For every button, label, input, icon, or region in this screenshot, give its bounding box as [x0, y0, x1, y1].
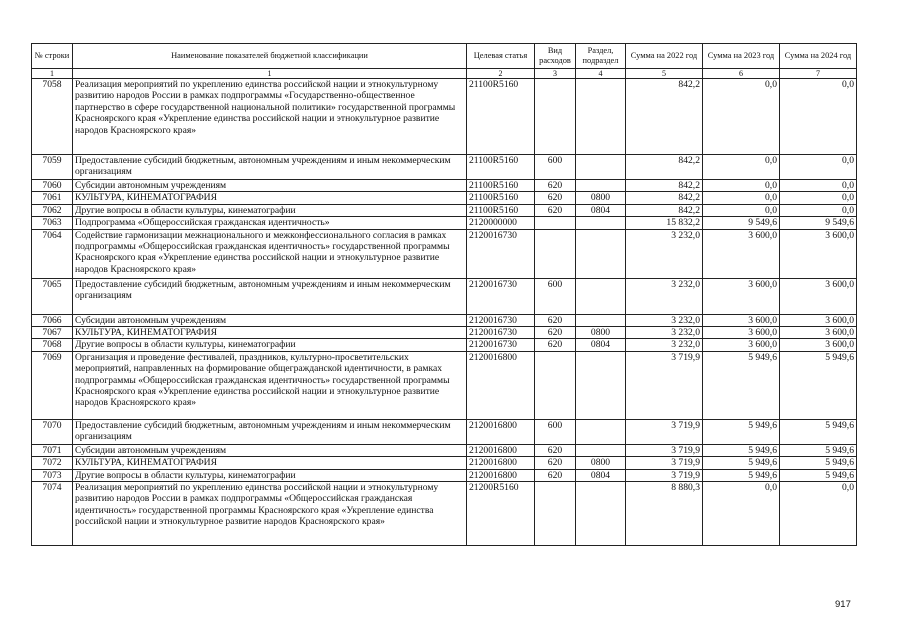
section-code: 0800	[576, 457, 626, 469]
sum-2023: 5 949,6	[703, 419, 780, 444]
section-code: 0804	[576, 204, 626, 216]
expense-type	[535, 229, 576, 278]
row-number: 7066	[32, 314, 73, 326]
row-number: 7067	[32, 327, 73, 339]
header-sum-2022: Сумма на 2022 год	[626, 44, 703, 69]
table-header	[32, 44, 857, 79]
row-number: 7065	[32, 278, 73, 314]
sum-2023: 3 600,0	[703, 278, 780, 314]
target-article: 21100R5160	[467, 204, 535, 216]
expense-type: 620	[535, 327, 576, 339]
sum-2022: 3 232,0	[626, 278, 703, 314]
expense-type: 620	[535, 444, 576, 456]
sum-2024: 0,0	[780, 192, 857, 204]
target-article: 2120016730	[467, 339, 535, 351]
table-row	[32, 351, 857, 419]
section-code: 0804	[576, 469, 626, 481]
table-body	[32, 79, 857, 546]
row-number: 7061	[32, 192, 73, 204]
table-row	[32, 314, 857, 326]
sum-2023: 5 949,6	[703, 457, 780, 469]
target-article: 2120016800	[467, 469, 535, 481]
table-row	[32, 278, 857, 314]
indicator-name: Предоставление субсидий бюджетным, автономным учреждениям и иным некоммерческим организациям	[73, 419, 467, 444]
sum-2023: 5 949,6	[703, 469, 780, 481]
indicator-name: Другие вопросы в области культуры, кинематографии	[73, 204, 467, 216]
target-article: 2120016730	[467, 314, 535, 326]
column-number: 3	[535, 69, 576, 79]
indicator-name: Другие вопросы в области культуры, кинематографии	[73, 339, 467, 351]
column-number: 2	[467, 69, 535, 79]
sum-2023: 0,0	[703, 192, 780, 204]
sum-2023: 5 949,6	[703, 351, 780, 419]
sum-2024: 3 600,0	[780, 314, 857, 326]
target-article: 21100R5160	[467, 79, 535, 155]
indicator-name: КУЛЬТУРА, КИНЕМАТОГРАФИЯ	[73, 192, 467, 204]
table-row	[32, 180, 857, 192]
table-row	[32, 192, 857, 204]
expense-type: 620	[535, 469, 576, 481]
row-number: 7069	[32, 351, 73, 419]
header-sum-2023: Сумма на 2023 год	[703, 44, 780, 69]
target-article: 2120016730	[467, 278, 535, 314]
table-row	[32, 339, 857, 351]
budget-table	[31, 43, 857, 546]
header-section: Раздел, подраздел	[576, 44, 626, 69]
sum-2024: 0,0	[780, 204, 857, 216]
section-code: 0800	[576, 192, 626, 204]
sum-2023: 0,0	[703, 180, 780, 192]
table-row	[32, 482, 857, 546]
target-article: 2120016800	[467, 444, 535, 456]
row-number: 7074	[32, 482, 73, 546]
sum-2024: 5 949,6	[780, 351, 857, 419]
header-sum-2024: Сумма на 2024 год	[780, 44, 857, 69]
expense-type: 620	[535, 192, 576, 204]
expense-type: 600	[535, 155, 576, 180]
expense-type	[535, 482, 576, 546]
header-indicator-name: Наименование показателей бюджетной классификации	[73, 44, 467, 69]
table-row	[32, 217, 857, 229]
expense-type: 620	[535, 314, 576, 326]
sum-2024: 5 949,6	[780, 469, 857, 481]
indicator-name: КУЛЬТУРА, КИНЕМАТОГРАФИЯ	[73, 457, 467, 469]
target-article: 21200R5160	[467, 482, 535, 546]
expense-type: 620	[535, 180, 576, 192]
indicator-name: Другие вопросы в области культуры, кинематографии	[73, 469, 467, 481]
sum-2023: 3 600,0	[703, 229, 780, 278]
sum-2022: 3 719,9	[626, 419, 703, 444]
row-number: 7070	[32, 419, 73, 444]
sum-2023: 5 949,6	[703, 444, 780, 456]
sum-2024: 0,0	[780, 482, 857, 546]
section-code	[576, 79, 626, 155]
expense-type: 620	[535, 204, 576, 216]
target-article: 21100R5160	[467, 180, 535, 192]
indicator-name: Субсидии автономным учреждениям	[73, 180, 467, 192]
expense-type: 600	[535, 278, 576, 314]
table-row	[32, 444, 857, 456]
sum-2022: 3 232,0	[626, 229, 703, 278]
expense-type: 620	[535, 339, 576, 351]
row-number: 7058	[32, 79, 73, 155]
section-code	[576, 351, 626, 419]
table-row	[32, 327, 857, 339]
column-number: 1	[73, 69, 467, 79]
row-number: 7060	[32, 180, 73, 192]
sum-2024: 3 600,0	[780, 339, 857, 351]
sum-2022: 842,2	[626, 155, 703, 180]
target-article: 2120016730	[467, 229, 535, 278]
row-number: 7071	[32, 444, 73, 456]
sum-2024: 5 949,6	[780, 457, 857, 469]
expense-type	[535, 351, 576, 419]
column-number: 6	[703, 69, 780, 79]
table-row	[32, 155, 857, 180]
row-number: 7059	[32, 155, 73, 180]
sum-2023: 9 549,6	[703, 217, 780, 229]
sum-2023: 0,0	[703, 155, 780, 180]
indicator-name: Реализация мероприятий по укреплению единства российской нации и этнокультурному развитию народов России в рамках подпрограммы «Общероссийская гражданская идентичность» государственной программы Красноярского края «Укрепление единства российской нации и этнокультурное развитие народов Красноярского края»	[73, 482, 467, 546]
row-number: 7062	[32, 204, 73, 216]
sum-2022: 3 719,9	[626, 351, 703, 419]
column-number: 1	[32, 69, 73, 79]
table-row	[32, 457, 857, 469]
section-code	[576, 180, 626, 192]
expense-type: 600	[535, 419, 576, 444]
column-number: 5	[626, 69, 703, 79]
indicator-name: Субсидии автономным учреждениям	[73, 444, 467, 456]
row-number: 7072	[32, 457, 73, 469]
sum-2022: 3 232,0	[626, 339, 703, 351]
indicator-name: КУЛЬТУРА, КИНЕМАТОГРАФИЯ	[73, 327, 467, 339]
sum-2024: 0,0	[780, 155, 857, 180]
sum-2024: 3 600,0	[780, 229, 857, 278]
sum-2024: 5 949,6	[780, 444, 857, 456]
row-number: 7064	[32, 229, 73, 278]
sum-2024: 3 600,0	[780, 278, 857, 314]
column-number: 7	[780, 69, 857, 79]
indicator-name: Организация и проведение фестивалей, праздников, культурно-просветительских мероприятий, направленных на формирование общегражданской идентичности, в рамках подпрограммы «Общероссийская гражданская идентичность» государственной программы Красноярского края «Укрепление единства российской нации и этнокультурное развитие народов Красноярского края»	[73, 351, 467, 419]
header-expense-type: Вид расходов	[535, 44, 576, 69]
section-code	[576, 278, 626, 314]
section-code	[576, 419, 626, 444]
sum-2023: 3 600,0	[703, 314, 780, 326]
indicator-name: Предоставление субсидий бюджетным, автономным учреждениям и иным некоммерческим организациям	[73, 278, 467, 314]
sum-2024: 9 549,6	[780, 217, 857, 229]
section-code	[576, 155, 626, 180]
sum-2022: 3 232,0	[626, 327, 703, 339]
sum-2024: 5 949,6	[780, 419, 857, 444]
table-row	[32, 229, 857, 278]
sum-2024: 3 600,0	[780, 327, 857, 339]
column-number: 4	[576, 69, 626, 79]
indicator-name: Предоставление субсидий бюджетным, автономным учреждениям и иным некоммерческим организациям	[73, 155, 467, 180]
page-number: 917	[835, 599, 851, 610]
target-article: 2120000000	[467, 217, 535, 229]
sum-2023: 0,0	[703, 79, 780, 155]
target-article: 2120016800	[467, 419, 535, 444]
sum-2023: 0,0	[703, 482, 780, 546]
row-number: 7063	[32, 217, 73, 229]
target-article: 2120016800	[467, 351, 535, 419]
sum-2022: 3 232,0	[626, 314, 703, 326]
indicator-name: Подпрограмма «Общероссийская гражданская идентичность»	[73, 217, 467, 229]
section-code	[576, 229, 626, 278]
header-target-article: Целевая статья	[467, 44, 535, 69]
target-article: 21100R5160	[467, 155, 535, 180]
table-row	[32, 79, 857, 155]
indicator-name: Субсидии автономным учреждениям	[73, 314, 467, 326]
row-number: 7073	[32, 469, 73, 481]
section-code	[576, 314, 626, 326]
sum-2022: 842,2	[626, 204, 703, 216]
expense-type	[535, 79, 576, 155]
sum-2022: 3 719,9	[626, 457, 703, 469]
section-code	[576, 444, 626, 456]
section-code: 0804	[576, 339, 626, 351]
row-number: 7068	[32, 339, 73, 351]
target-article: 2120016730	[467, 327, 535, 339]
target-article: 21100R5160	[467, 192, 535, 204]
expense-type: 620	[535, 457, 576, 469]
sum-2022: 842,2	[626, 79, 703, 155]
section-code	[576, 217, 626, 229]
table-row	[32, 419, 857, 444]
sum-2023: 3 600,0	[703, 339, 780, 351]
sum-2022: 842,2	[626, 180, 703, 192]
table-row	[32, 469, 857, 481]
sum-2022: 3 719,9	[626, 469, 703, 481]
indicator-name: Реализация мероприятий по укреплению единства российской нации и этнокультурному развитию народов России в рамках подпрограммы «Государственно-общественное партнерство в сфере государственной национальной политики» государственной программы Красноярского края «Укрепление единства российской нации и этнокультурное развитие народов Красноярского края»	[73, 79, 467, 155]
sum-2022: 15 832,2	[626, 217, 703, 229]
table-row	[32, 204, 857, 216]
sum-2022: 8 880,3	[626, 482, 703, 546]
sum-2023: 0,0	[703, 204, 780, 216]
header-row-number: № строки	[32, 44, 73, 69]
sum-2024: 0,0	[780, 79, 857, 155]
sum-2022: 842,2	[626, 192, 703, 204]
sum-2024: 0,0	[780, 180, 857, 192]
expense-type	[535, 217, 576, 229]
target-article: 2120016800	[467, 457, 535, 469]
sum-2022: 3 719,9	[626, 444, 703, 456]
indicator-name: Содействие гармонизации межнационального и межконфессионального согласия в рамках подпрограммы «Общероссийская гражданская идентичность» государственной программы Красноярского края «Укрепление единства российской нации и этнокультурное развитие народов Красноярского края»	[73, 229, 467, 278]
section-code: 0800	[576, 327, 626, 339]
sum-2023: 3 600,0	[703, 327, 780, 339]
section-code	[576, 482, 626, 546]
